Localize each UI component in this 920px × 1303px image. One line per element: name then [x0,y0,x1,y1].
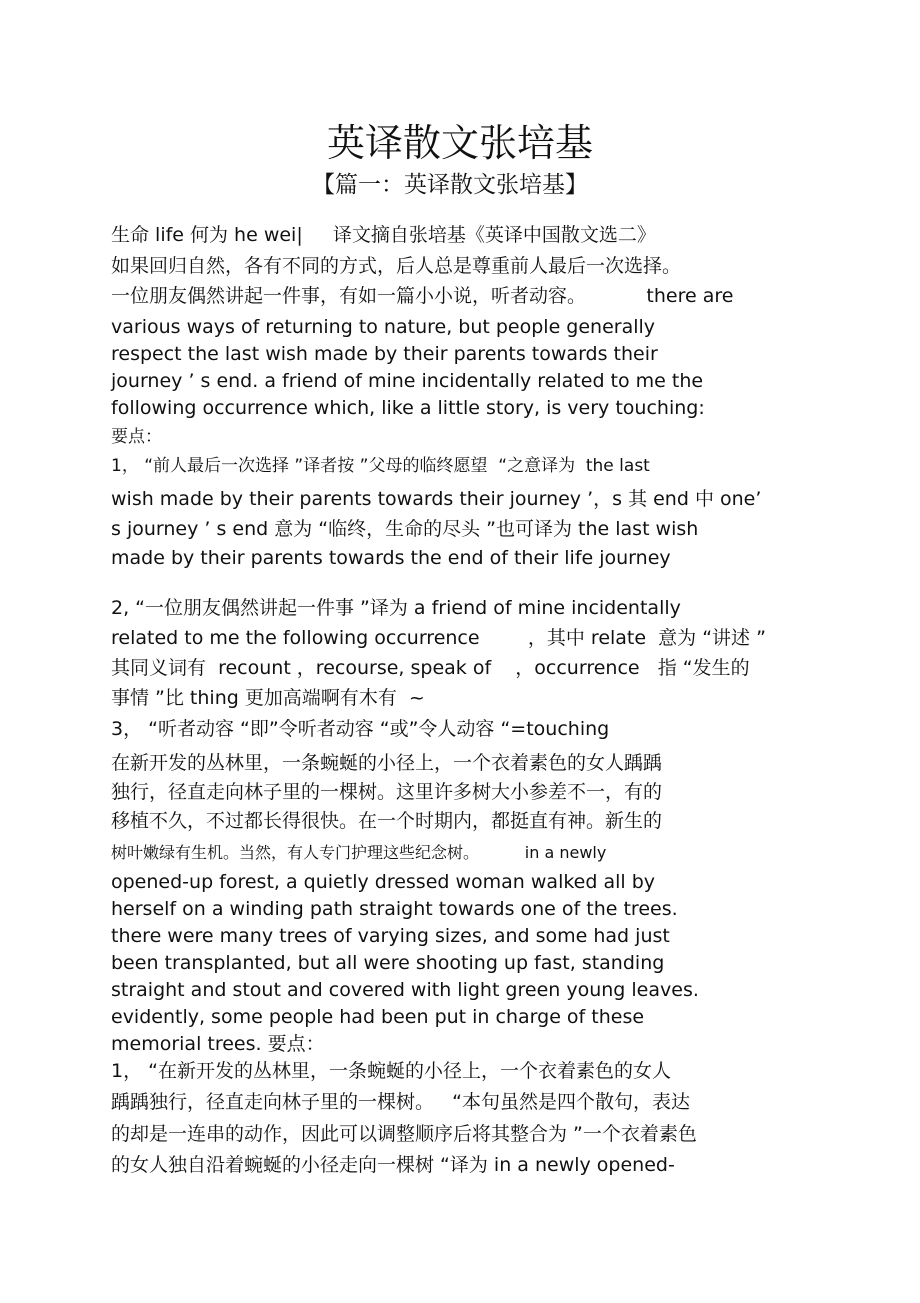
text-line: 1， “在新开发的丛林里，一条蜿蜒的小径上，一个衣着素色的女人 [111,1060,671,1082]
text-line: been transplanted, but all were shooting up fast, standing [111,952,665,974]
text-line: there were many trees of varying sizes, and some had just [111,925,670,947]
text-line: 独行，径直走向林子里的一棵树。这里许多树大小参差不一，有的 [111,781,663,803]
text-line: respect the last wish made by their parents towards their [111,343,658,365]
text-line: related to me the following occurrence ，其中 relate 意为 “讲述 ” [111,627,766,649]
text-line: 一位朋友偶然讲起一件事，有如一篇小小说，听者动容。 there are [111,285,734,307]
text-line: s journey ’ s end 意为 “临终，生命的尽头 ”也可译为 the last wish [111,518,699,540]
text-line: 事情 ”比 thing 更加高端啊有木有 ~ [111,687,425,709]
text-line: wish made by their parents towards their journey ’，s 其 end 中 one’ [111,488,762,510]
text-line: opened-up forest, a quietly dressed woman walked all by [111,871,656,893]
text-line: 的却是一连串的动作，因此可以调整顺序后将其整合为 ”一个衣着素色 [111,1123,697,1145]
text-line: 要点： [111,427,162,447]
text-line: 生命 life 何为 he wei| 译文摘自张培基《英译中国散文选二》 [111,224,656,246]
text-line: journey ’ s end. a friend of mine incidentally related to me the [111,370,704,392]
text-line: 3， “听者动容 “即”令听者动容 “或”令人动容 “=touching [111,718,610,740]
text-line: made by their parents towards the end of their life journey [111,547,671,569]
text-line: 树叶嫩绿有生机。当然，有人专门护理这些纪念树。 in a newly [111,843,607,862]
text-line: various ways of returning to nature, but people generally [111,316,656,338]
text-line: 1， “前人最后一次选择 ”译者按 ”父母的临终愿望 “之意译为 the last [111,456,650,476]
text-line: evidently, some people had been put in charge of these [111,1006,645,1028]
text-line: memorial trees. 要点： [111,1033,325,1055]
page-subtitle: 【篇一：英译散文张培基】 [312,172,588,198]
page-title: 英译散文张培基 [326,121,593,165]
text-line: 的女人独自沿着蜿蜒的小径走向一棵树 “译为 in a newly opened- [111,1154,675,1176]
text-line: 其同义词有 recount ，recourse, speak of ，occurrence 指 “发生的 [111,657,750,679]
text-line: 在新开发的丛林里，一条蜿蜒的小径上，一个衣着素色的女人踽踽 [111,752,663,774]
text-line: herself on a winding path straight towards one of the trees. [111,898,678,920]
text-line: 移植不久，不过都长得很快。在一个时期内，都挺直有神。新生的 [111,810,663,832]
text-line: 2, “一位朋友偶然讲起一件事 ”译为 a friend of mine incidentally [111,597,681,619]
text-line: 踽踽独行，径直走向林子里的一棵树。 “本句虽然是四个散句，表达 [111,1091,690,1113]
text-line: following occurrence which, like a little story, is very touching: [111,397,705,419]
text-line: 如果回归自然，各有不同的方式，后人总是尊重前人最后一次选择。 [111,255,682,277]
text-line: straight and stout and covered with light green young leaves. [111,979,699,1001]
